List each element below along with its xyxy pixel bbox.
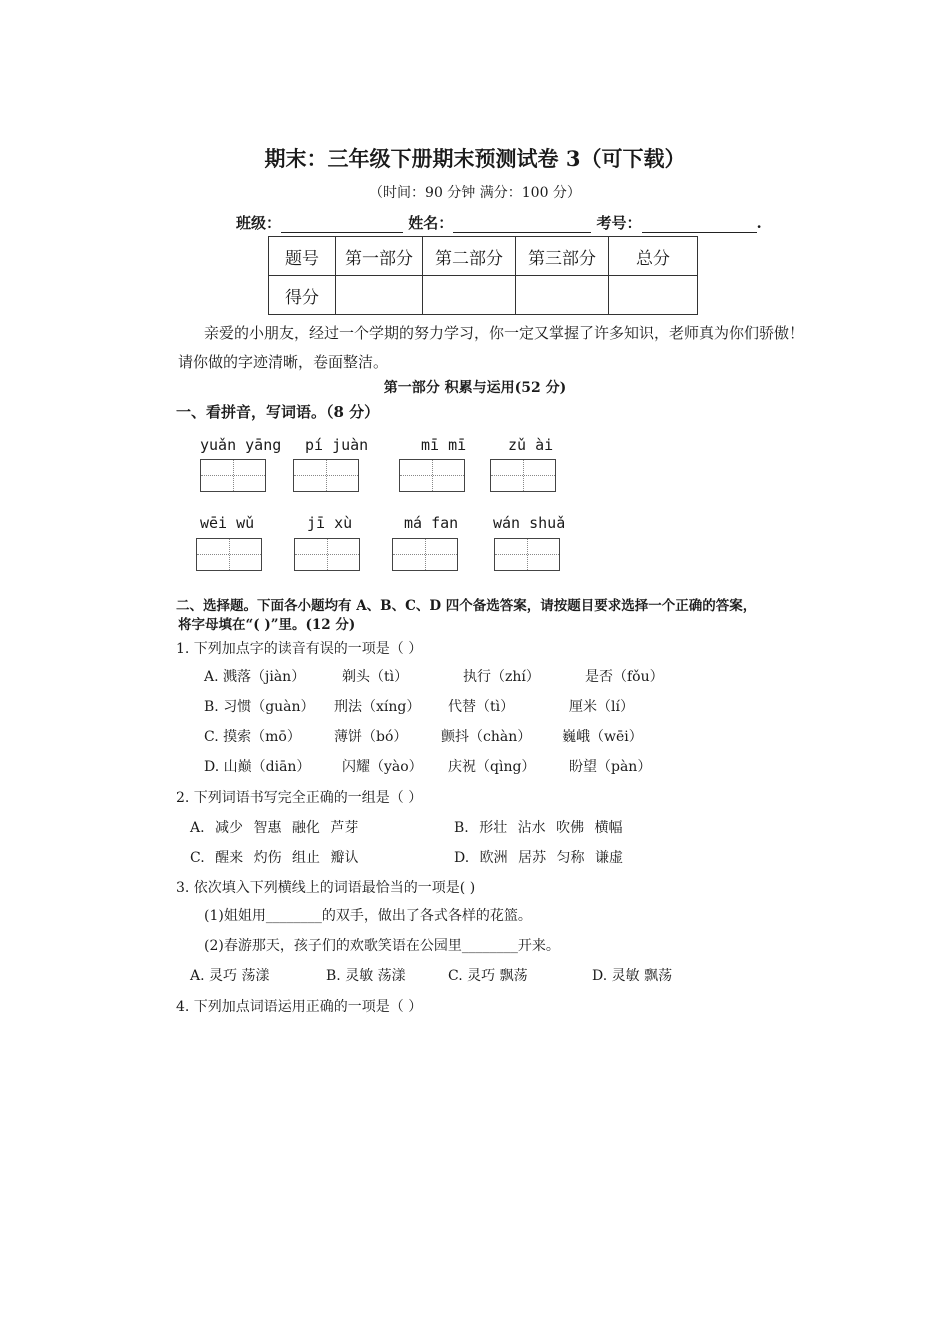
student-info-row xyxy=(236,212,762,233)
header-cell: 题号 xyxy=(269,237,336,276)
question-stem: 3. 依次填入下列横线上的词语最恰当的一项是( ) xyxy=(176,880,476,896)
question-stem: 2. 下列词语书写完全正确的一组是（ ） xyxy=(176,790,423,806)
writing-grid[interactable] xyxy=(293,459,359,492)
exam-info: （时间：90 分钟 满分：100 分） xyxy=(369,185,581,201)
page-title: 期末：三年级下册期末预测试卷 3（可下载） xyxy=(264,146,686,171)
option-item: C. 灵巧 飘荡 xyxy=(448,968,528,984)
option-item: 盼望（pàn） xyxy=(569,759,652,775)
class-label: 班级： xyxy=(236,214,282,232)
question-stem: 4. 下列加点词语运用正确的一项是（ ） xyxy=(176,999,423,1015)
option-item: 厘米（lí） xyxy=(569,699,634,715)
header-cell: 第二部分 xyxy=(423,237,516,276)
score-table-header xyxy=(269,237,698,276)
q2-heading-line1: 二、选择题。下面各小题均有 A、B、C、D 四个备选答案，请按题目要求选择一个正确的答案， xyxy=(176,598,757,614)
header-cell: 第三部分 xyxy=(516,237,609,276)
score-table xyxy=(268,236,698,315)
part1-title: 第一部分 积累与运用(52 分) xyxy=(383,380,567,396)
option-item: A. 溅落（jiàn） xyxy=(204,669,306,685)
q1-heading: 一、看拼音，写词语。（8 分） xyxy=(176,403,380,421)
option-item: A. 灵巧 荡漾 xyxy=(190,968,270,984)
writing-grid[interactable] xyxy=(490,459,556,492)
option-item: 代替（tì） xyxy=(448,699,515,715)
pinyin-label: wán shuǎ xyxy=(493,514,566,532)
option-item: 执行（zhí） xyxy=(463,669,540,685)
name-label: 姓名： xyxy=(408,214,454,232)
header-cell: 总分 xyxy=(609,237,698,276)
number-label: 考号： xyxy=(596,214,642,232)
score-table-row xyxy=(269,276,698,315)
writing-grid[interactable] xyxy=(399,459,465,492)
header-cell: 第一部分 xyxy=(336,237,423,276)
option-item: 刑法（xíng） xyxy=(334,699,421,715)
option-item: 剃头（tì） xyxy=(342,669,409,685)
class-field[interactable] xyxy=(281,218,403,233)
pinyin-label: yuǎn yāng xyxy=(200,436,282,454)
writing-grid[interactable] xyxy=(196,538,262,571)
option-item: C. 醒来 灼伤 组止 瓣认 xyxy=(190,850,359,866)
writing-grid[interactable] xyxy=(494,538,560,571)
pinyin-label: wēi wǔ xyxy=(200,514,255,532)
option-item: 闪耀（yào） xyxy=(342,759,423,775)
option-item: D. 山巅（diān） xyxy=(204,759,311,775)
question-stem: 1. 下列加点字的读音有误的一项是（ ） xyxy=(176,641,423,657)
pinyin-label: jī xù xyxy=(307,514,353,532)
intro-line-2: 请你做的字迹清晰，卷面整洁。 xyxy=(178,353,389,371)
option-item: 是否（fǒu） xyxy=(585,669,664,685)
row-label: 得分 xyxy=(269,276,336,315)
score-cell[interactable] xyxy=(516,276,609,315)
pinyin-label: pí juàn xyxy=(305,436,369,454)
score-cell[interactable] xyxy=(423,276,516,315)
option-item: D. 灵敏 飘荡 xyxy=(592,968,673,984)
pinyin-label: má fan xyxy=(404,514,459,532)
option-item: A. 减少 智惠 融化 芦芽 xyxy=(190,820,359,836)
q2-heading-line2: 将字母填在“( )”里。(12 分) xyxy=(178,617,356,633)
fill-sentence: (2)春游那天，孩子们的欢歌笑语在公园里________开来。 xyxy=(204,938,560,954)
option-item: C. 摸索（mō） xyxy=(204,729,301,745)
option-item: B. 形壮 沾水 吹佛 横幅 xyxy=(454,820,623,836)
option-item: 颤抖（chàn） xyxy=(441,729,532,745)
option-item: D. 欧洲 居苏 匀称 谦虚 xyxy=(454,850,623,866)
option-item: B. 灵敏 荡漾 xyxy=(326,968,406,984)
intro-line-1: 亲爱的小朋友，经过一个学期的努力学习，你一定又掌握了许多知识，老师真为你们骄傲！ xyxy=(204,324,805,342)
writing-grid[interactable] xyxy=(392,538,458,571)
number-field[interactable] xyxy=(642,218,757,233)
score-cell[interactable] xyxy=(609,276,698,315)
name-field[interactable] xyxy=(453,218,591,233)
pinyin-label: zǔ ài xyxy=(508,436,554,454)
writing-grid[interactable] xyxy=(294,538,360,571)
end-mark: . xyxy=(756,214,762,232)
option-item: 庆祝（qìng） xyxy=(448,759,536,775)
option-item: B. 习惯（guàn） xyxy=(204,699,315,715)
option-item: 薄饼（bó） xyxy=(334,729,408,745)
score-cell[interactable] xyxy=(336,276,423,315)
option-item: 巍峨（wēi） xyxy=(562,729,643,745)
fill-sentence: (1)姐姐用________的双手，做出了各式各样的花篮。 xyxy=(204,908,532,924)
writing-grid[interactable] xyxy=(200,459,266,492)
pinyin-label: mī mī xyxy=(421,436,467,454)
